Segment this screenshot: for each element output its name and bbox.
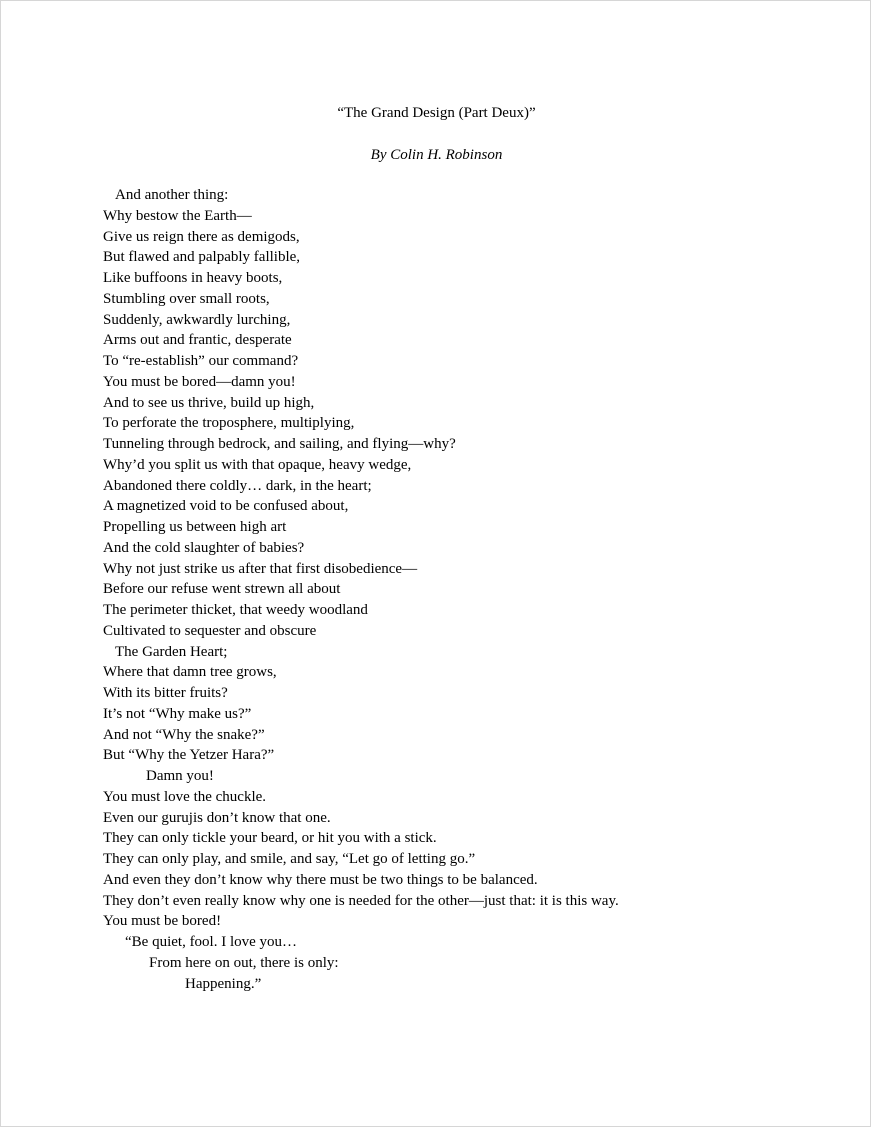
poem-line: And not “Why the snake?”: [103, 726, 265, 743]
poem-title: “The Grand Design (Part Deux)”: [337, 105, 536, 121]
poem-line: Stumbling over small roots,: [103, 290, 270, 307]
poem-line: The Garden Heart;: [115, 643, 228, 660]
poem-line: Abandoned there coldly… dark, in the heart;: [103, 477, 372, 494]
poem-line: “Be quiet, fool. I love you…: [125, 934, 298, 950]
poem-line: From here on out, there is only:: [149, 954, 339, 971]
poem-byline: By Colin H. Robinson: [370, 147, 503, 163]
poem-line: Why not just strike us after that first disobedience—: [103, 560, 418, 577]
poem-line: Arms out and frantic, desperate: [103, 332, 292, 349]
poem-line: Even our gurujis don’t know that one.: [103, 809, 331, 826]
poem-line: With its bitter fruits?: [103, 685, 228, 701]
poem-line: They can only tickle your beard, or hit you with a stick.: [103, 830, 437, 847]
poem-line: They don’t even really know why one is needed for the other—just that: it is this way.: [103, 892, 619, 909]
poem-line: Happening.”: [185, 975, 262, 992]
poem-line: Why bestow the Earth—: [103, 207, 252, 224]
poem-line: But flawed and palpably fallible,: [103, 249, 301, 266]
poem-line: And even they don’t know why there must be two things to be balanced.: [103, 871, 538, 888]
poem-line: Suddenly, awkwardly lurching,: [103, 311, 291, 328]
poem-line: Propelling us between high art: [103, 519, 287, 535]
poem-line: You must love the chuckle.: [103, 788, 267, 805]
poem-line: Where that damn tree grows,: [103, 664, 277, 681]
poem-line: And another thing:: [115, 187, 229, 203]
poem-line: Before our refuse went strewn all about: [103, 581, 341, 598]
poem-line: The perimeter thicket, that weedy woodland: [103, 602, 368, 618]
poem-line: Give us reign there as demigods,: [103, 228, 300, 245]
poem-line: To perforate the troposphere, multiplying,: [103, 415, 355, 432]
poem-line: And to see us thrive, build up high,: [103, 394, 315, 411]
poem-line: They can only play, and smile, and say, “Let go of letting go.”: [103, 851, 476, 867]
poem-line: Like buffoons in heavy boots,: [103, 270, 283, 286]
poem-line: A magnetized void to be confused about,: [103, 498, 349, 515]
poem-line: Cultivated to sequester and obscure: [103, 622, 317, 639]
poem-line: Tunneling through bedrock, and sailing, and flying—why?: [103, 436, 456, 452]
poem-line: To “re-establish” our command?: [103, 353, 299, 369]
poem-line: And the cold slaughter of babies?: [103, 539, 305, 556]
poem-line: It’s not “Why make us?”: [103, 705, 252, 722]
poem-body: [103, 185, 823, 994]
poem-line: But “Why the Yetzer Hara?”: [103, 747, 275, 764]
poem-line: Why’d you split us with that opaque, heavy wedge,: [103, 456, 412, 473]
poem-line: You must be bored—damn you!: [103, 373, 296, 390]
poem-line: Damn you!: [146, 768, 214, 784]
poem-line: You must be bored!: [103, 913, 222, 930]
